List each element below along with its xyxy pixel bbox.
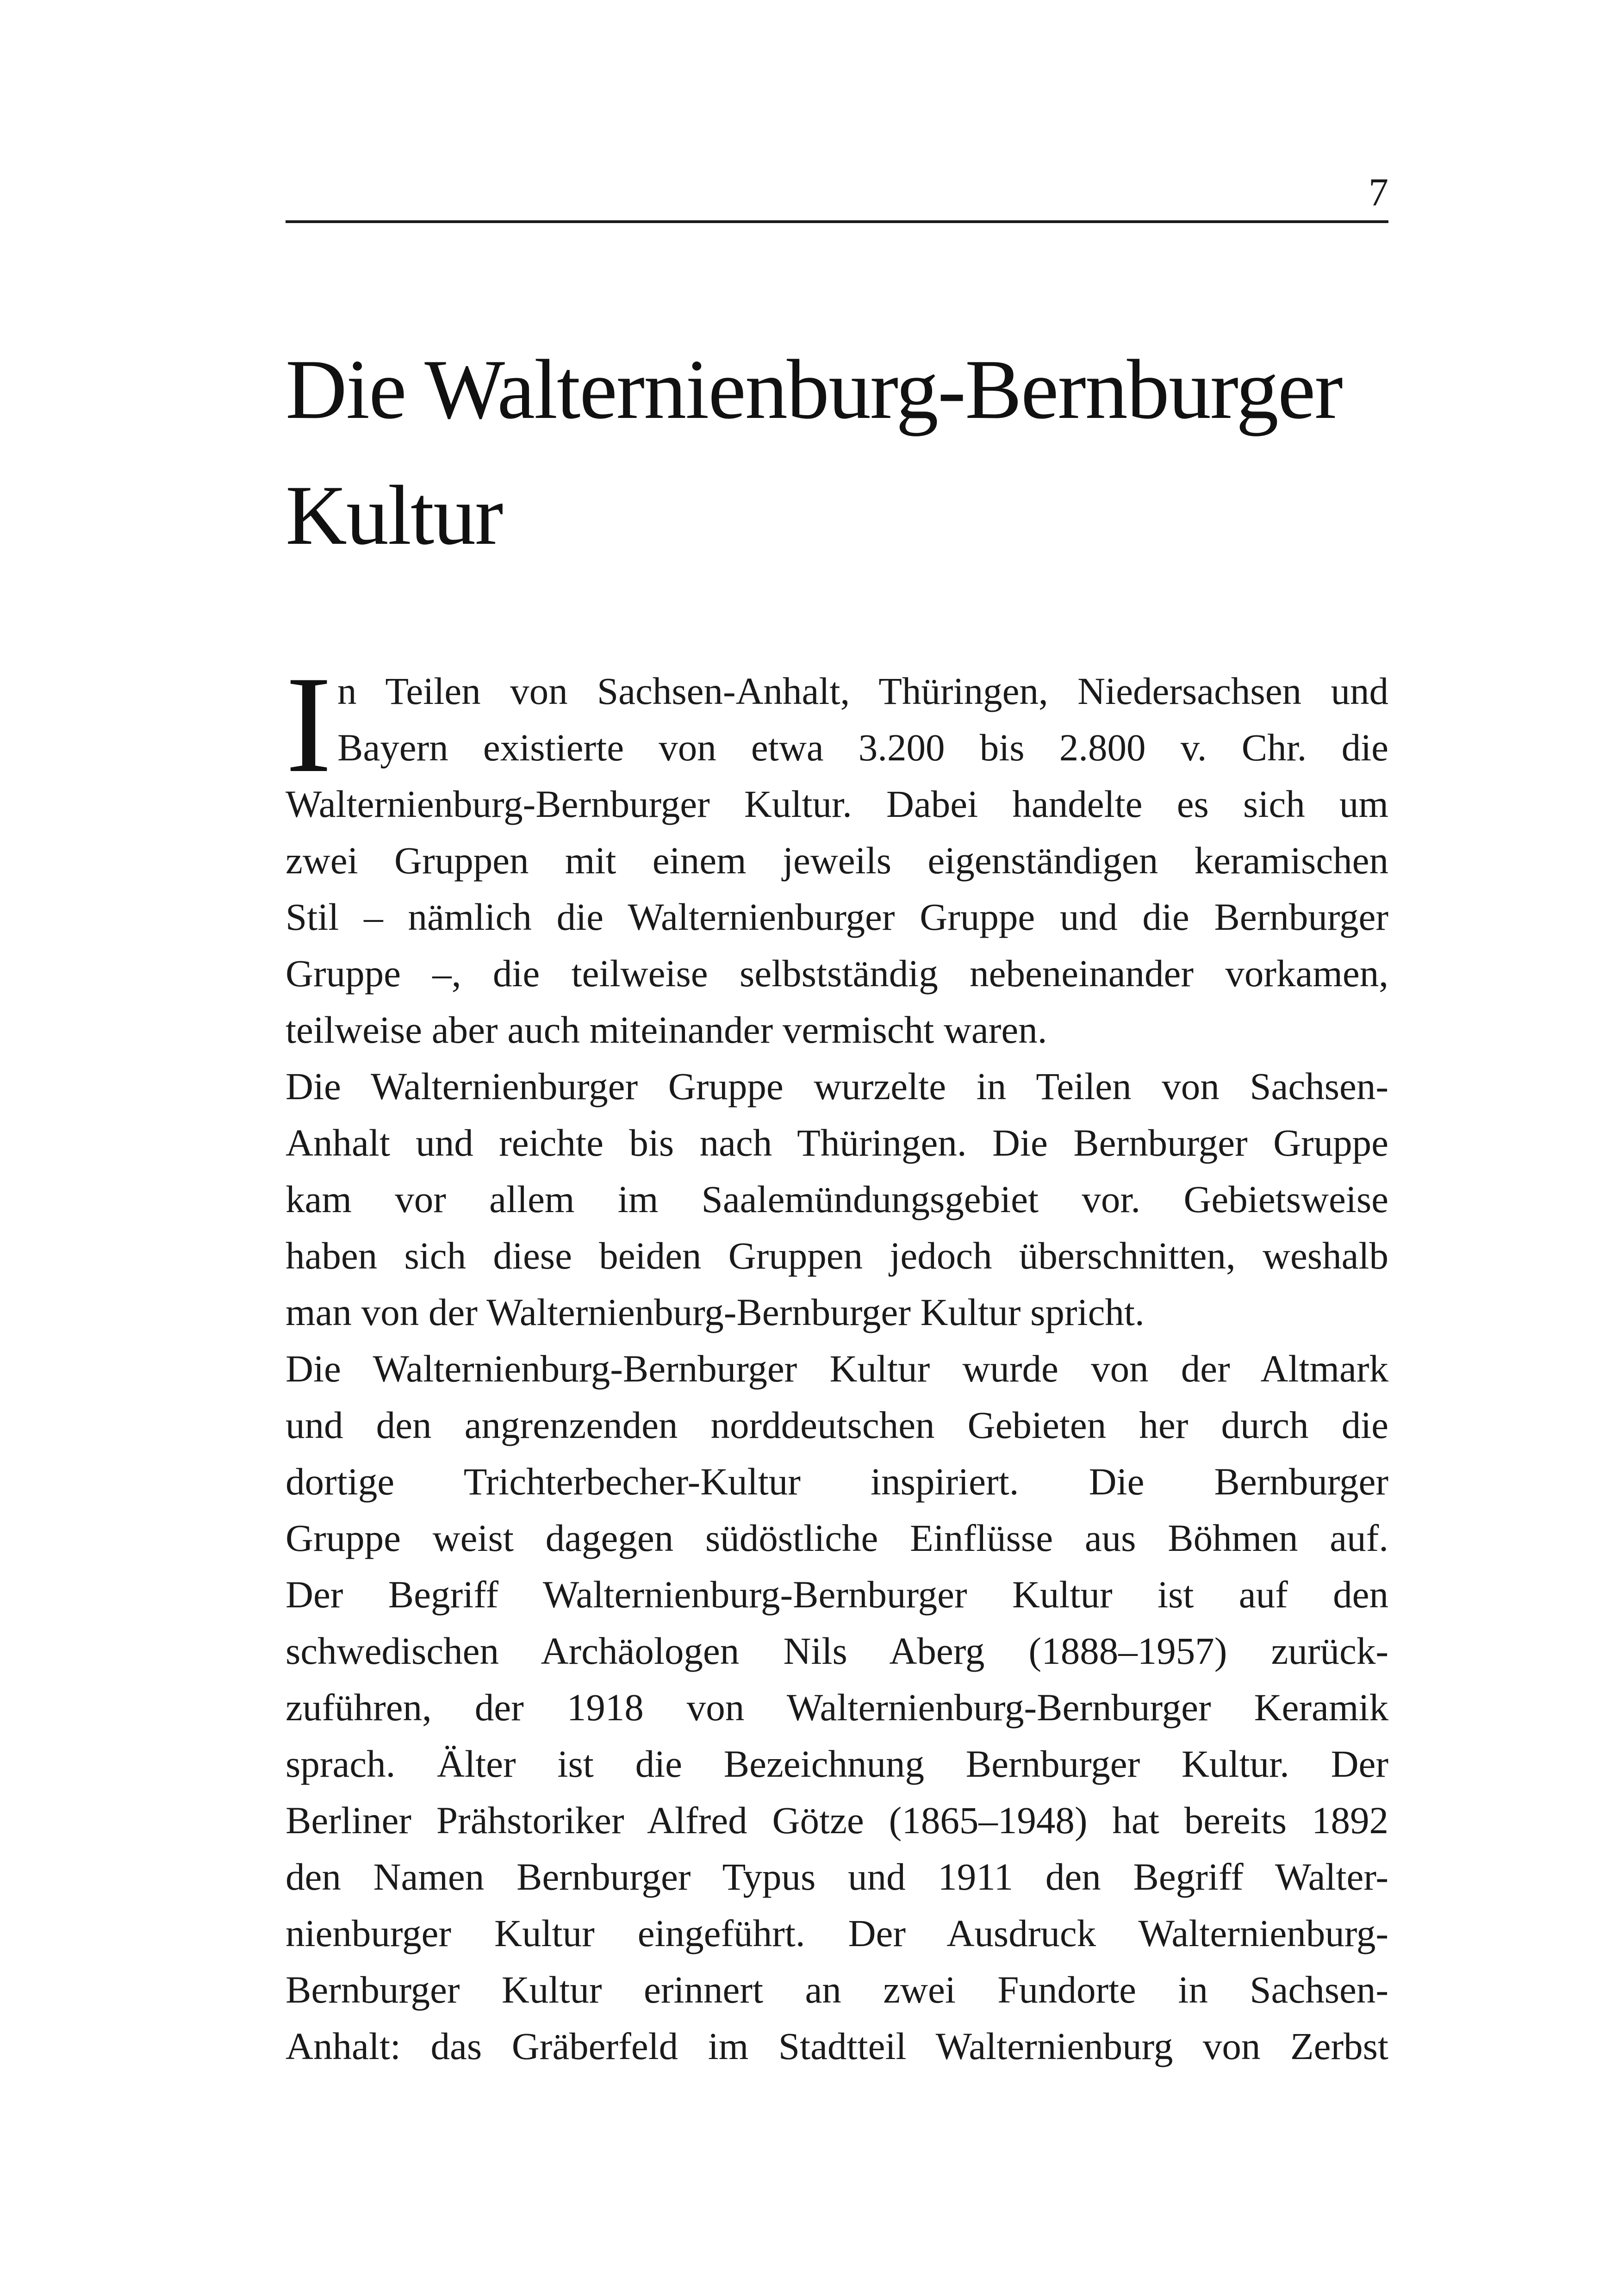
chapter-title (286, 326, 1388, 578)
body-text (286, 647, 1388, 2074)
text-line: Walternienburg-Bernburger Kultur. Dabei handelte es sich um (286, 783, 1388, 825)
page-number: 7 (1369, 170, 1388, 214)
chapter-title-line-2: Kultur (286, 468, 503, 562)
text-line: kam vor allem im Saalemündungsgebiet vor. Gebietsweise (286, 1178, 1388, 1220)
text-line: Die Walternienburger Gruppe wurzelte in Teilen von Sachsen- (286, 1065, 1388, 1108)
text-line: Anhalt: das Gräberfeld im Stadtteil Walternienburg von Zerbst (286, 2025, 1388, 2067)
text-line: Berliner Prähstoriker Alfred Götze (1865–1948) hat bereits 1892 (286, 1799, 1388, 1842)
text-line: teilweise aber auch miteinander vermischt waren. (286, 1008, 1047, 1051)
text-line: Der Begriff Walternienburg-Bernburger Kultur ist auf den (286, 1573, 1388, 1616)
text-line: sprach. Älter ist die Bezeichnung Bernburger Kultur. Der (286, 1742, 1388, 1785)
text-line: man von der Walternienburg-Bernburger Kultur spricht. (286, 1291, 1145, 1333)
text-line: Stil – nämlich die Walternienburger Gruppe und die Bernburger (286, 896, 1388, 938)
chapter-title-line-1: Die Walternienburg-Bernburger (286, 342, 1342, 436)
drop-cap: I (286, 647, 332, 801)
text-line: nienburger Kultur eingeführt. Der Ausdruck Walternienburg- (286, 1912, 1388, 1954)
text-line: dortige Trichterbecher-Kultur inspiriert. Die Bernburger (286, 1460, 1388, 1503)
text-line: haben sich diese beiden Gruppen jedoch überschnitten, weshalb (286, 1234, 1388, 1277)
text-line: Bernburger Kultur erinnert an zwei Fundorte in Sachsen- (286, 1968, 1388, 2011)
text-line: Bayern existierte von etwa 3.200 bis 2.800 v. Chr. die (337, 726, 1388, 769)
text-line: Gruppe –, die teilweise selbstständig nebeneinander vorkamen, (286, 952, 1388, 995)
text-line: Die Walternienburg-Bernburger Kultur wurde von der Altmark (286, 1347, 1388, 1390)
text-line: Anhalt und reichte bis nach Thüringen. Die Bernburger Gruppe (286, 1121, 1388, 1164)
text-line: zuführen, der 1918 von Walternienburg-Bernburger Keramik (286, 1686, 1388, 1729)
header-rule (286, 220, 1388, 223)
text-line: den Namen Bernburger Typus und 1911 den Begriff Walter- (286, 1855, 1388, 1898)
text-line: und den angrenzenden norddeutschen Gebieten her durch die (286, 1404, 1388, 1446)
text-line: n Teilen von Sachsen-Anhalt, Thüringen, Niedersachsen und (337, 670, 1388, 712)
text-line: schwedischen Archäologen Nils Aberg (1888–1957) zurück- (286, 1630, 1388, 1672)
text-line: Gruppe weist dagegen südöstliche Einflüsse aus Böhmen auf. (286, 1517, 1388, 1559)
text-line: zwei Gruppen mit einem jeweils eigenständigen keramischen (286, 839, 1388, 882)
